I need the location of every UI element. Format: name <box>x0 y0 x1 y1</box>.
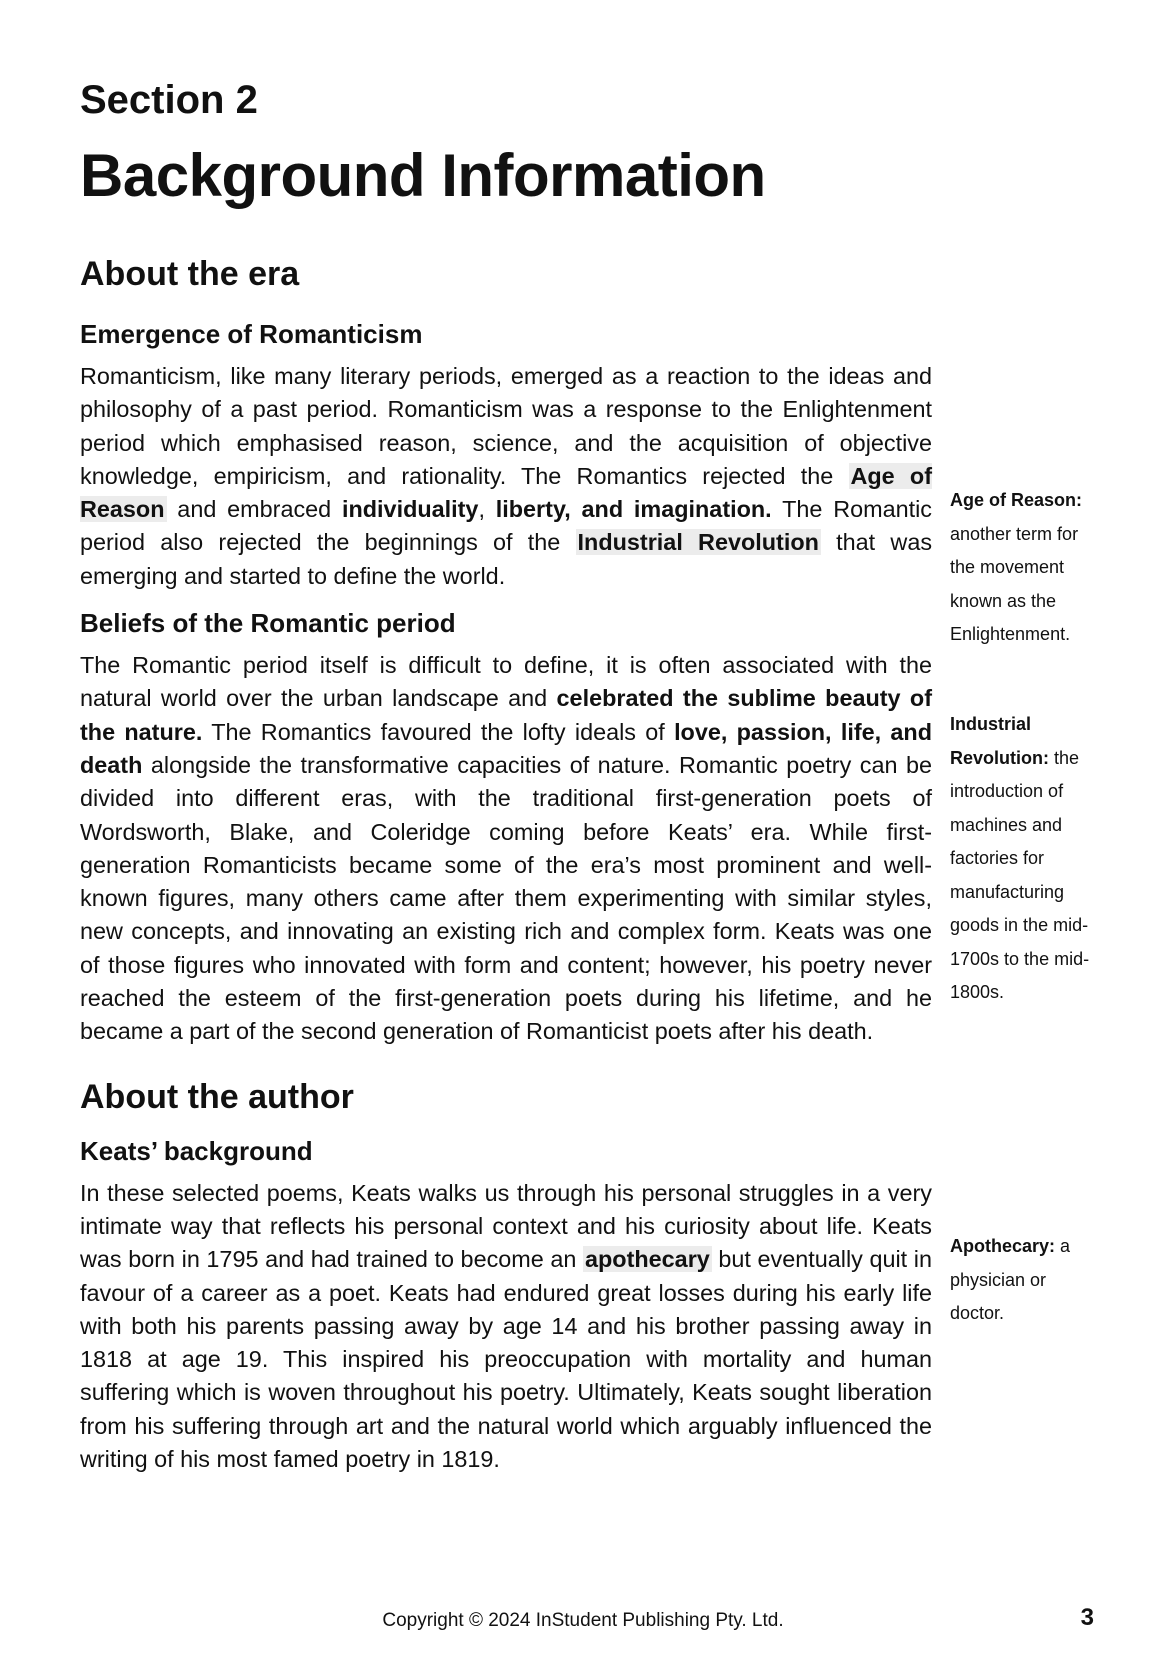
heading-beliefs: Beliefs of the Romantic period <box>80 608 456 639</box>
paragraph-beliefs <box>80 649 932 1049</box>
bold-liberty: liberty, and imagination. <box>495 496 772 523</box>
heading-keats-background: Keats’ background <box>80 1135 313 1166</box>
text-run: The Romantic period itself is difficult to define, it is often associated with the natural world over the urban landscape and <box>80 652 932 712</box>
glossary-note-industrial-revolution <box>950 708 1100 1010</box>
page-title: Background Information <box>80 142 766 209</box>
term-industrial-revolution: Industrial Revolution <box>577 529 819 556</box>
heading-about-era: About the era <box>80 255 300 293</box>
bold-sublime-beauty: celebrated the sublime beauty of the nature. <box>80 685 932 745</box>
text-run: and embraced <box>166 496 342 523</box>
bold-love-passion: love, passion, life, and death <box>80 718 932 778</box>
term-age-of-reason: Age of Reason <box>80 462 933 523</box>
main-column <box>80 70 932 1476</box>
glossary-note-apothecary <box>950 1230 1100 1331</box>
text-run: Romanticism, like many literary periods, emerged as a reaction to the ideas and philosophy of a past period. Romanticism was a response to the Enlightenment period which emphasised reason, science, and the acquisition of objective knowledge, empiricism, and rationality. The Romantics rejected the <box>80 363 932 489</box>
heading-about-author: About the author <box>80 1077 354 1116</box>
heading-emergence: Emergence of Romanticism <box>80 319 423 349</box>
text-run: The Romantic period also rejected the beginnings of the <box>80 496 932 556</box>
page-number: 3 <box>1080 1604 1094 1631</box>
text-run: but eventually quit in favour of a career as a poet. Keats had endured great losses during his early life with both his parents passing away by age 14 and his brother passing away in 1818 at age 19. This inspired his preoccupation with mortality and human suffering which is woven throughout his poetry. Ultimately, Keats sought liberation from his suffering through art and the natural world which arguably influenced the writing of his most famed poetry in 1819. <box>80 1246 932 1473</box>
text-run: In these selected poems, Keats walks us through his personal struggles in a very intimate way that reflects his personal context and his curiosity about life. Keats was born in 1795 and had trained to become an <box>80 1179 932 1273</box>
term-apothecary: apothecary <box>585 1246 710 1273</box>
glossary-term: Industrial Revolution: <box>950 714 1049 768</box>
glossary-term: Age of Reason: <box>950 490 1083 510</box>
glossary-term: Apothecary: <box>950 1236 1056 1256</box>
section-label: Section 2 <box>80 78 258 122</box>
section-about-era <box>80 250 932 1049</box>
paragraph-keats-background <box>80 1177 932 1477</box>
text-run: , <box>478 496 496 523</box>
footer-copyright: Copyright © 2024 InStudent Publishing Pty. Ltd. <box>382 1610 784 1631</box>
text-run: alongside the transformative capacities of nature. Romantic poetry can be divided into different eras, with the traditional first-generation poets of Wordsworth, Blake, and Coleridge coming before Keats’ era. While first-generation Romanticists became some of the era’s most prominent and well-known figures, many others came after them experimenting with similar styles, new concepts, and innovating an existing rich and complex form. Keats was one of those figures who innovated with form and content; however, his poetry never reached the esteem of the first-generation poets during his lifetime, and he became a part of the second generation of Romanticist poets after his death. <box>80 751 932 1045</box>
paragraph-emergence <box>80 360 932 593</box>
glossary-definition: a physician or doctor. <box>950 1236 1071 1323</box>
section-about-author <box>80 1073 932 1477</box>
text-run: The Romantics favoured the lofty ideals of <box>202 718 675 745</box>
glossary-note-age-of-reason <box>950 484 1100 652</box>
text-run: that was emerging and started to define the world. <box>80 529 933 589</box>
glossary-definition: the introduction of machines and factories for manufacturing goods in the mid-1700s to the mid-1800s. <box>950 747 1090 1002</box>
bold-individuality: individuality <box>341 496 479 523</box>
glossary-definition: another term for the movement known as the Enlightenment. <box>950 523 1079 644</box>
